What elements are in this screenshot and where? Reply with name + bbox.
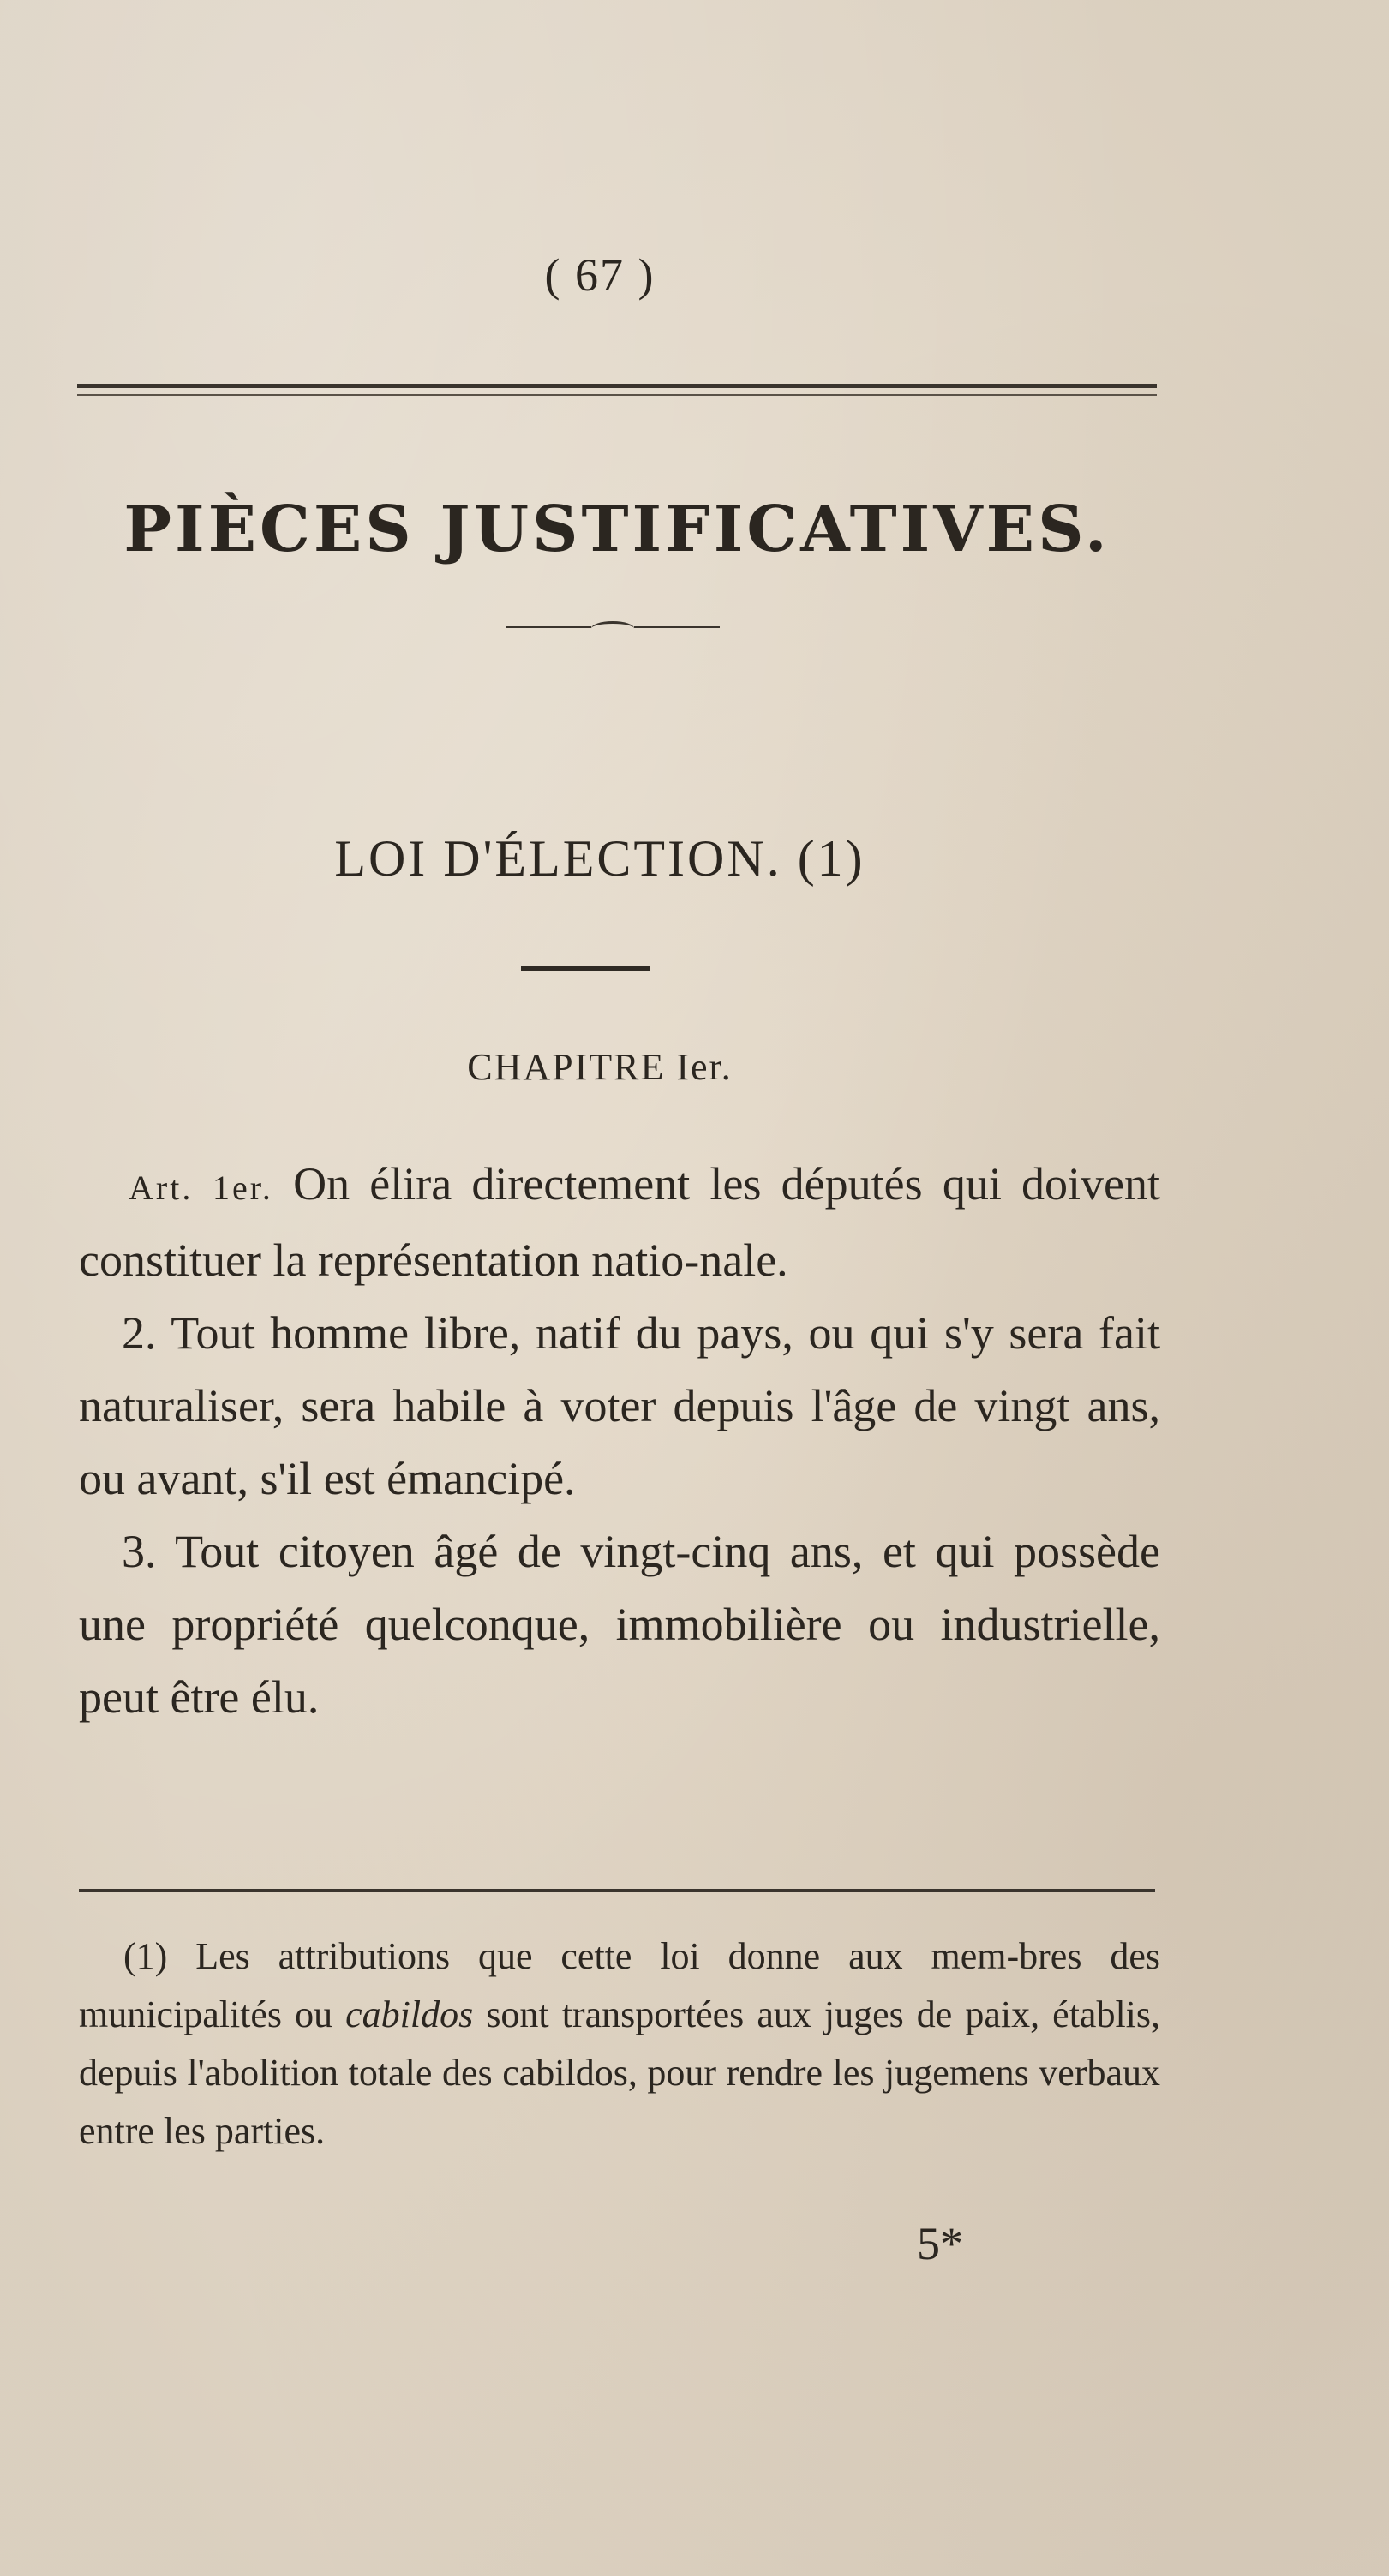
footnote-italic-term: cabildos (345, 1993, 474, 2035)
footnote-marker: (1) (123, 1935, 168, 1977)
page-number: ( 67 ) (544, 249, 656, 301)
article-1-label: Art. 1er. (129, 1168, 273, 1207)
ornament-divider (506, 620, 720, 634)
article-3 (79, 1515, 1160, 1734)
article-3-label: 3. (122, 1526, 157, 1577)
ornament-curl (591, 621, 634, 636)
article-2 (79, 1297, 1160, 1515)
signature-mark: 5* (917, 2218, 963, 2269)
header-rule-thin (77, 394, 1157, 396)
short-divider (521, 966, 650, 971)
footnote-rule (79, 1889, 1155, 1892)
ornament-line-right (634, 626, 720, 628)
ornament-line-left (506, 626, 591, 628)
article-3-text: Tout citoyen âgé de vingt-cinq ans, et qui possède une propriété quelconque, immobilière ou industrielle, peut être élu. (79, 1526, 1160, 1723)
chapter-heading: CHAPITRE Ier. (467, 1046, 733, 1088)
law-title: LOI D'ÉLECTION. (1) (334, 830, 865, 887)
article-1 (79, 1148, 1160, 1297)
section-heading: PIÈCES JUSTIFICATIVES. (123, 493, 1111, 566)
header-rule (77, 384, 1157, 388)
article-2-text: Tout homme libre, natif du pays, ou qui s'y sera fait naturaliser, sera habile à voter depuis l'âge de vingt ans, ou avant, s'il est émancipé. (79, 1307, 1160, 1504)
article-2-label: 2. (122, 1307, 157, 1359)
articles-body (79, 1148, 1160, 1734)
footnote-text-after: sont transportées aux juges de paix, établis, depuis l'abolition totale des cabildos, pour rendre les jugemens verbaux entre les parties. (79, 1993, 1161, 2152)
article-1-text: On élira directement les députés qui doivent constituer la représentation natio-nale. (79, 1158, 1161, 1286)
footnote (79, 1928, 1160, 2161)
footnote-text-before: Les attributions que cette loi donne aux mem-bres des municipalités ou (79, 1935, 1161, 2035)
footnote-paragraph (79, 1928, 1160, 2161)
